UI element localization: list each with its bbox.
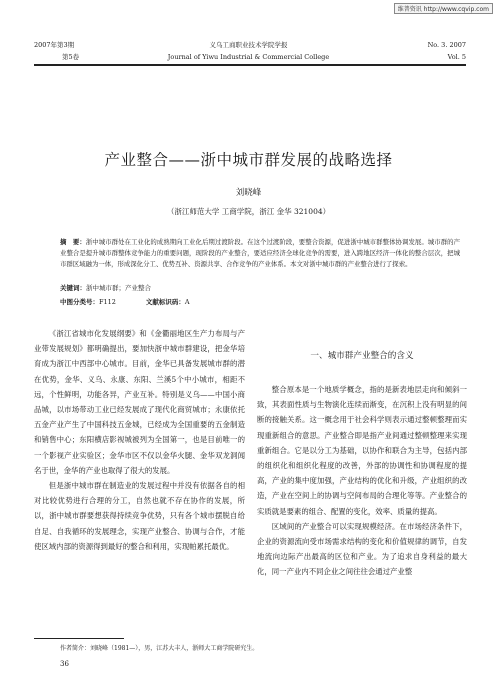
header-journal-en: Journal of Yiwu Industrial & Commercial College [167,53,330,61]
header-volume-en: Vol. 5 [447,53,466,61]
page-number: 36 [60,660,69,668]
classification [60,297,190,306]
author-affiliation: （浙江师范大学 工商学院，浙江 金华 321004） [166,207,331,216]
header-rule [34,64,466,66]
keywords-text: 浙中城市群；产业整合 [86,284,151,292]
header-issue: 2007年第3期 [34,41,75,49]
clc-value: F112 [99,298,116,306]
body-paragraph: 《浙江省城市化发展纲要》和《金衢丽地区生产力布局与产业带发展规划》都明确提出，要加快浙中城市群建设，把金华培育成为浙江中西部中心城市。目前，金华已具备发展城市群的潜在优势，金华、义乌、永康、东阳、兰溪5个中小城市，相距不远，个性鲜明，功能各异，产业互补。特别是义乌——中国小商品城，以市场带动工业已经发展成了现代化商贸城市；永康依托五金产业产生了中国科技五金城，已经成为全国重要的五金制造和销售中心；东阳横店影视城被列为全国第一，也是目前唯一的一个影视产业实验区；金华市区不仅以金华火腿、金华双龙洞闻名于世，金华的产业也取得了很大的发展。 [34,329,245,475]
footnote-rule [34,638,124,639]
watermark-badge: 维普资讯 http://www.cqvip.com [394,3,493,14]
body-paragraph: 但是浙中城市群在制造业的发展过程中并没有依据各自的相对比较优势进行合理的分工，自然也就不存在协作的发展，所以，浙中城市群要想获得持续竞争优势，只有各个城市摆脱自给自足、自我循环的发展理念，实现产业整合、协调与合作，才能使区域内部的资源得到最好的整合和利用，实现帕累托最优。 [34,481,245,551]
article-author: 刘晓峰 [235,188,262,198]
header-volume: 第5卷 [62,53,80,61]
abstract-label: 摘 要： [60,238,86,246]
section-heading: 一、城市群产业整合的含义 [310,351,414,361]
keywords-label: 关键词： [60,284,86,292]
doc-code-label: 文献标识码： [145,298,185,306]
author-footnote: 作者简介：刘晓峰（1981—），男，江苏大丰人，浙师大工商学院研究生。 [60,645,259,652]
keywords [60,283,151,292]
abstract [60,237,460,270]
header-issue-en: No. 3. 2007 [427,41,466,49]
body-left-column [34,326,245,554]
body-right-column [257,382,467,580]
clc-code [60,298,116,306]
clc-label: 中图分类号： [60,298,99,306]
abstract-text: 浙中城市群处在工业化的成熟期向工业化后期过渡阶段。在这个过渡阶段，要整合资源，促进浙中城市群整体协调发展。城市群的产业整合是提升城市群整体竞争能力的重要问题，现阶段的产业整合，要适应经济全球化竞争的需要，进入跨地区经济一体化的整合层次，把城市群区域融为一体，形成深化分工、优势互补、资源共享、合作竞争的产业体系。本文对浙中城市群的产业整合进行了探索。 [60,238,460,268]
body-paragraph: 整合原本是一个地质学概念，指的是新表地层走向和倾斜一致，其表面性质与生物演化连续而渐变，在沉积上没有明显的间断的接触关系。这一概念用于社会科学则表示通过整顿整理而实现重新组合的意思。产业整合即是指产业间通过整顿整理来实现重新组合。它是以分工为基础，以协作和联合为主导，包括内部的组织化和组织化程度的改善，外部的协调性和协调程度的提高，产业的集中度加强，产业结构的优化和升级，产业组织的改造，产业在空间上的协调与空间布局的合理化等等。产业整合的实质就是要素的组合、配置的变化，效率、质量的提高。 [257,385,467,516]
doc-code-value: A [184,298,190,306]
body-paragraph: 区域间的产业整合可以实现规模经济。在市场经济条件下，企业的资源流向受市场需求结构的变化和价值规律的调节，自发地流向边际产出最高的区位和产业。为了追求自身利益的最大化，同一产业内不同企业之间往往会通过产业整 [257,521,467,577]
header-journal-cn: 义乌工商职业技术学院学报 [209,41,288,49]
article-title: 产业整合——浙中城市群发展的战略选择 [104,151,393,169]
